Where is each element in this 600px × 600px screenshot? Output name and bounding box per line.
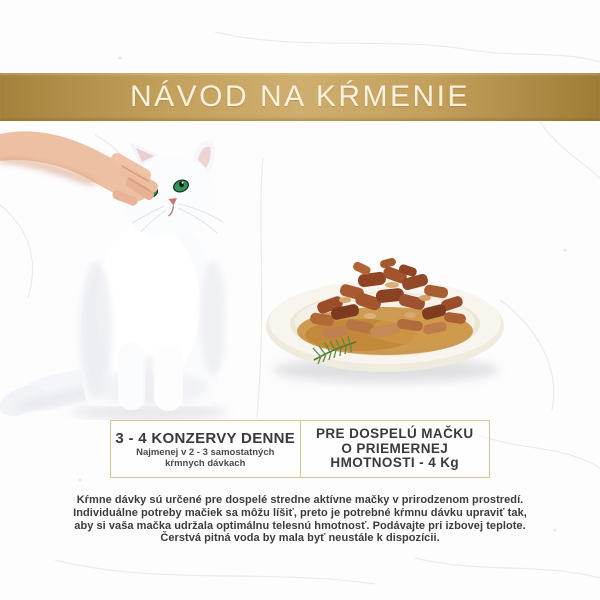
cat-weight-line1: PRE DOSPELÚ MAČKU bbox=[315, 426, 474, 442]
feeding-note-line4: Čerstvá pitná voda by mala byť neustále k dispozícii. bbox=[160, 532, 440, 545]
daily-portion-column bbox=[111, 421, 301, 477]
daily-portion-subtext-line2: kŕmnych dávkach bbox=[165, 457, 246, 469]
feeding-note-line3: aby si vaša mačka udržala optimálnu telesnú hmotnosť. Podávajte pri izbovej teplote. bbox=[74, 519, 526, 532]
hand-illustration bbox=[0, 131, 152, 201]
banner-title: NÁVOD NA KŔMENIE bbox=[129, 80, 471, 113]
cat-weight-column bbox=[301, 421, 490, 477]
feeding-note-line2: Individuálne potreby mačiek sa môžu líšiť, preto je potrebné kŕmnu dávku upraviť tak, bbox=[73, 506, 527, 519]
feeding-note bbox=[40, 494, 560, 545]
plate-illustration bbox=[266, 257, 504, 383]
banner bbox=[0, 73, 600, 121]
thumb bbox=[117, 195, 133, 201]
cat-cheek-fluff-3 bbox=[144, 219, 162, 237]
cat-shading-right bbox=[200, 260, 226, 376]
cat-weight-line2: O PRIEMERNEJ bbox=[341, 440, 449, 456]
feeding-note-line1: Kŕmne dávky sú určené pre dospelé stredne aktívne mačky v prirodzenom prostredí. bbox=[76, 494, 524, 506]
cat-weight-line3: HMOTNOSTI - 4 Kg bbox=[330, 455, 460, 471]
cat-and-plate-photo bbox=[0, 120, 600, 420]
daily-portion-subtext-line1: Najmenej v 2 - 3 samostatných bbox=[136, 446, 275, 458]
feeding-info-box bbox=[110, 420, 490, 478]
daily-portion-heading: 3 - 4 KONZERVY DENNE bbox=[115, 429, 296, 447]
